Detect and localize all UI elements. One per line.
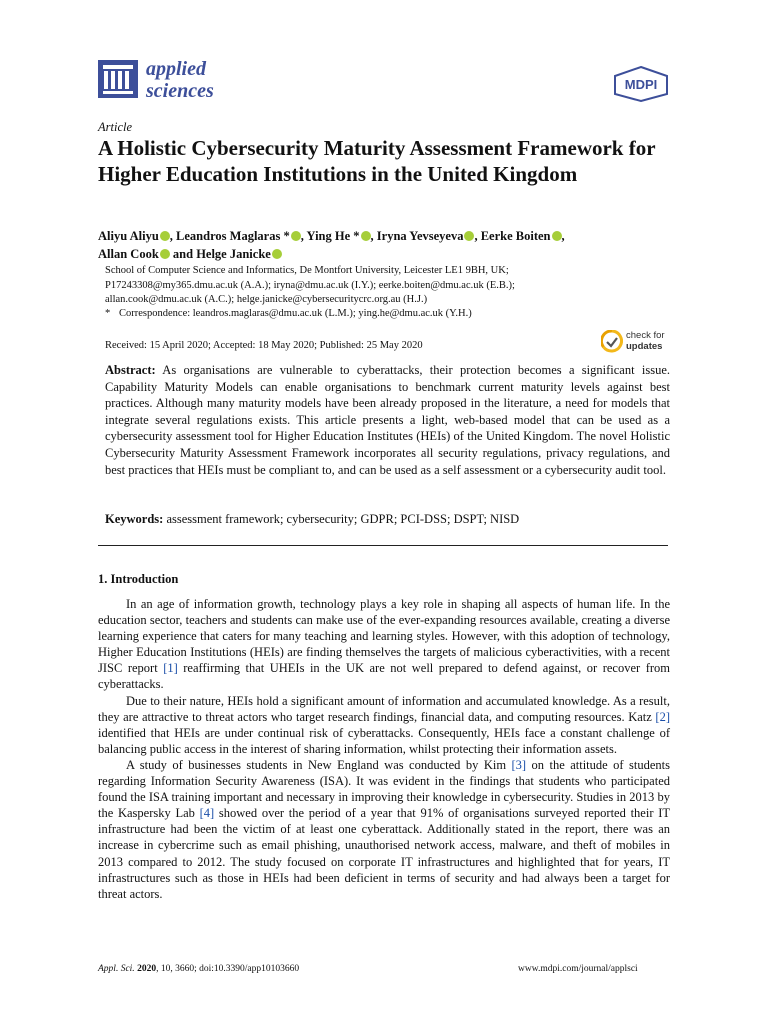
orcid-icon[interactable] — [291, 231, 301, 241]
paragraph: In an age of information growth, technology plays a key role in shaping all aspects of human life. In the education sector, teachers and students can make use of the ever-expanding resources available, creating a diverse learning experience that caters for many teaching and learning styles. However, with this adoption of technology, Higher Education Institutions (HEIs) are finding themselves the targets of malicious cyberactivities, with a recent JISC report [1] reaffirming that UHEIs in the UK are not well prepared to defend against, or recover from cyberattacks. — [98, 597, 670, 692]
footer-year: 2020 — [137, 964, 157, 974]
publisher-name: MDPI — [624, 77, 658, 92]
affiliation-line: School of Computer Science and Informatics, De Montfort University, Leicester LE1 9BH, UK; — [105, 265, 509, 276]
author[interactable]: Ying He * — [307, 229, 371, 243]
body-text — [98, 596, 670, 902]
citation-link[interactable]: [2] — [655, 709, 670, 724]
orcid-icon[interactable] — [160, 249, 170, 259]
footer-journal-abbr: Appl. Sci. — [98, 964, 135, 974]
orcid-icon[interactable] — [272, 249, 282, 259]
keywords — [105, 512, 670, 527]
correspondence-star: * — [105, 308, 111, 319]
orcid-icon[interactable] — [160, 231, 170, 241]
section-heading: 1. Introduction — [98, 572, 179, 586]
orcid-icon[interactable] — [552, 231, 562, 241]
article-title: A Holistic Cybersecurity Maturity Assessment Framework for Higher Education Institutions in the United Kingdom — [98, 136, 656, 186]
footer-doi: , 10, 3660; doi:10.3390/app10103660 — [156, 964, 300, 974]
keywords-text: assessment framework; cybersecurity; GDPR; PCI-DSS; DSPT; NISD — [163, 512, 520, 526]
journal-emblem-icon — [98, 60, 138, 98]
journal-logo — [98, 58, 418, 108]
article-type: Article — [98, 120, 133, 134]
affiliation — [105, 264, 665, 308]
abstract — [105, 362, 670, 478]
affiliation-emails: P17243308@my365.dmu.ac.uk (A.A.); iryna@dmu.ac.uk (I.Y.); eerke.boiten@dmu.ac.uk (E.B.); — [105, 279, 515, 291]
author[interactable]: Iryna Yevseyeva — [377, 229, 475, 243]
orcid-icon[interactable] — [464, 231, 474, 241]
check-updates-line2: updates — [626, 340, 663, 352]
citation-link[interactable]: [3] — [511, 757, 527, 772]
affiliation-emails: allan.cook@dmu.ac.uk (A.C.); helge.janicke@cybersecuritycrc.org.au (H.J.) — [105, 294, 428, 305]
paragraph: A study of businesses students in New England was conducted by Kim [3] on the attitude of students regarding Information Security Awareness (ISA). It was evident in the findings that students who participated found the ISA training important and necessary in improving their knowledge in cybersecurity. Studies in 2013 by the Kaspersky Lab [4] showed over the period of a year that 91% of organisations surveyed reported their IT infrastructure had been the victim of at least one cyberattack. Additionally stated in the report, there was an increase in cybercrime such as email phishing, unauthorised network access, malware, and theft of mobiles in 2013 compared to 2012. The study focused on corporate IT infrastructures and highlighted that for years, IT infrastructures such as those in HEIs had been deficient in terms of security and had always been a target for threat actors. — [98, 757, 670, 901]
footer-citation — [98, 964, 299, 974]
journal-name — [146, 58, 214, 102]
abstract-text: As organisations are vulnerable to cyberattacks, their protection becomes a significant issue. Capability Maturity Models can enable organisations to benchmark current maturity levels against best practices. Although many maturity models have been already proposed in the literature, a need for models that integrate several regulations exists. This article presents a light, web-based model that can be used as a cybersecurity assessment tool for Higher Education Institutes (HEIs) of the United Kingdom. The novel Holistic Cybersecurity Maturity Assessment Framework incorporates all security regulations, privacy regulations, and best practices that HEIs must be compliant to, and can be used as a self assessment or a cybersecurity audit tool. — [105, 363, 670, 477]
journal-name-line2: sciences — [146, 80, 214, 102]
footer-url[interactable]: www.mdpi.com/journal/applsci — [518, 964, 638, 974]
author[interactable]: Helge Janicke — [196, 247, 282, 261]
correspondence-text: Correspondence: leandros.maglaras@dmu.ac.uk (L.M.); ying.he@dmu.ac.uk (Y.H.) — [119, 308, 472, 319]
keywords-label: Keywords: — [105, 512, 164, 526]
check-updates-line1: check for — [626, 330, 665, 341]
author-list: Aliyu Aliyu , Leandros Maglaras * , Ying He * , Iryna Yevseyeva , Eerke Boiten , Allan Cook and Helge Janicke — [98, 229, 565, 261]
author[interactable]: Aliyu Aliyu — [98, 229, 170, 243]
author[interactable]: Leandros Maglaras * — [176, 229, 301, 243]
divider — [98, 545, 668, 546]
citation-link[interactable]: [1] — [163, 661, 178, 676]
correspondence — [105, 307, 472, 322]
mdpi-logo — [612, 66, 670, 102]
paragraph: Due to their nature, HEIs hold a significant amount of information and accumulated knowledge. As a result, they are attractive to threat actors who target research findings, financial data, and computing resources. Katz [2] identified that HEIs are under continual risk of cyberattacks. Consequently, HEIs face a constant challenge of balancing public access in the interest of sharing information, whilst protecting their information assets. — [98, 693, 670, 756]
check-for-updates-badge[interactable] — [601, 330, 673, 356]
journal-name-line1: applied — [146, 58, 206, 80]
citation-link[interactable]: [4] — [199, 806, 215, 821]
publication-dates: Received: 15 April 2020; Accepted: 18 May 2020; Published: 25 May 2020 — [105, 340, 423, 351]
author[interactable]: Eerke Boiten — [481, 229, 562, 243]
orcid-icon[interactable] — [361, 231, 371, 241]
check-updates-icon — [601, 330, 623, 354]
abstract-label: Abstract: — [105, 363, 156, 377]
author[interactable]: Allan Cook — [98, 247, 170, 261]
